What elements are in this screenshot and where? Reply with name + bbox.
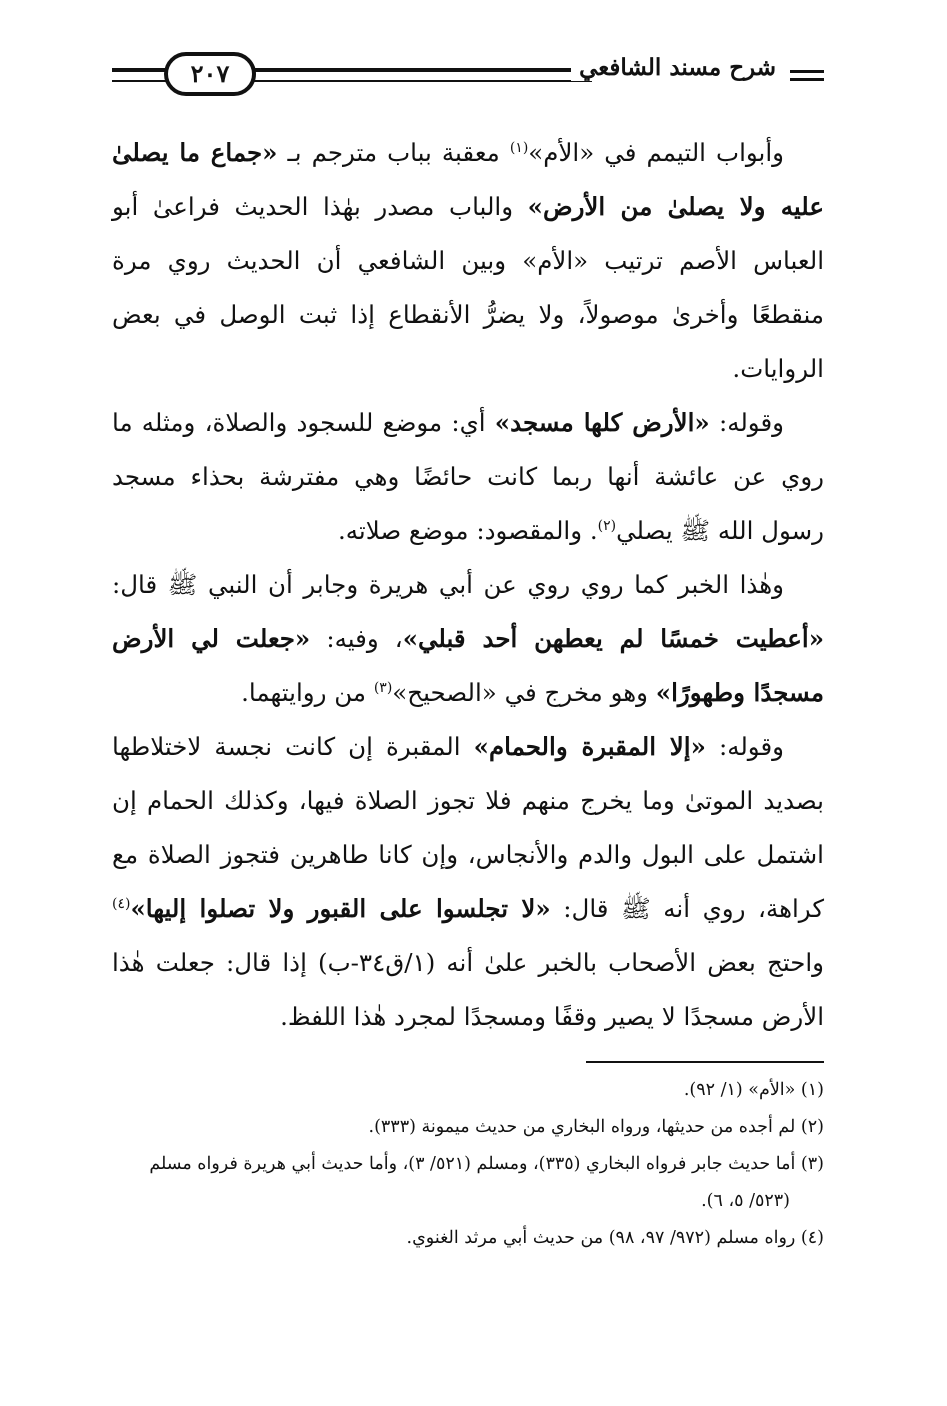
text-span: المقبرة إن كانت نجسة لاختلاطها بصديد الموتىٰ وما يخرج منهم فلا تجوز الصلاة فيها، وكذلك الحمام إن اشتمل على البول والدم والأنجاس، وإن كانا طاهرين فتجوز الصلاة مع كراهة، روي أنه ﷺ قال:	[112, 732, 824, 923]
paragraph-3	[112, 558, 824, 720]
paragraph-2	[112, 396, 824, 558]
footnote-separator	[586, 1061, 824, 1063]
page-number: ٢٠٧	[164, 52, 256, 96]
footnote-ref-3[interactable]: (٣)	[373, 679, 393, 696]
footnote-1: (١) «الأم» (١/ ٩٢).	[683, 1080, 824, 1100]
footnote-ref-1[interactable]: (١)	[509, 139, 529, 156]
footnote-4: (٤) رواه مسلم (٩٧٢/ ٩٧، ٩٨) من حديث أبي مرثد الغنوي.	[406, 1228, 824, 1248]
paragraph-1	[112, 126, 824, 396]
text-span: والباب مصدر بهٰذا الحديث فراعىٰ أبو العباس الأصم ترتيب «الأم» وبين الشافعي أن الحديث روي مرة منقطعًا وأخرىٰ موصولاً، ولا يضرُّ الأنقطاع إذا ثبت الوصل في بعض الروايات.	[112, 192, 824, 383]
text-span: أي: موضع للسجود والصلاة، ومثله ما روي عن عائشة أنها ربما كانت حائضًا وهي مفترشة بحذاء مسجد رسول الله ﷺ يصلي	[112, 408, 824, 545]
text-span: ، وفيه:	[310, 624, 403, 653]
text-span: وهٰذا الخبر كما روي روي عن أبي هريرة وجابر أن النبي ﷺ قال:	[112, 570, 784, 599]
header-rule-left	[112, 68, 172, 82]
footnote-2: (٢) لم أجده من حديثها، ورواه البخاري من حديث ميمونة (٣٣٣).	[368, 1117, 824, 1137]
book-title: شرح مسند الشافعي	[571, 54, 784, 81]
footnote-3: (٣) أما حديث جابر فرواه البخاري (٣٣٥)، ومسلم (٥٢١/ ٣)، وأما حديث أبي هريرة فرواه مسلم (٥٢٣/ ٥، ٦).	[149, 1154, 824, 1211]
bold-quote: «لا تجلسوا على القبور ولا تصلوا إليها»	[130, 894, 551, 923]
footnote-ref-2[interactable]: (٢)	[597, 517, 617, 534]
footnote-ref-4[interactable]: (٤)	[112, 895, 131, 912]
header-rule	[248, 68, 592, 82]
bold-quote: «الأرض كلها مسجد»	[494, 408, 710, 437]
text-span: وقوله:	[709, 408, 784, 437]
text-span: . والمقصود: موضع صلاته.	[337, 516, 598, 545]
footnotes	[112, 1072, 824, 1257]
header-double-dash	[790, 70, 824, 81]
text-span: وأبواب التيمم في «الأم»	[528, 138, 785, 167]
running-header	[112, 48, 824, 104]
bold-quote: «أعطيت خمسًا لم يعطهن أحد قبلي»	[402, 624, 825, 653]
main-text	[112, 126, 824, 1044]
paragraph-4	[112, 720, 824, 1044]
bold-quote: «جماع ما يصلىٰ عليه ولا يصلىٰ من الأرض»	[112, 138, 824, 221]
text-span: واحتج بعض الأصحاب بالخبر علىٰ أنه (١/ق٣٤-ب) إذا قال: جعلت هٰذا الأرض مسجدًا لا يصير وقفًا ومسجدًا لمجرد هٰذا اللفظ.	[112, 948, 825, 1031]
text-span: معقبة بباب مترجم بـ	[277, 138, 510, 167]
bold-quote: «إلا المقبرة والحمام»	[473, 732, 706, 761]
text-span: وهو مخرج في «الصحيح»	[392, 678, 656, 707]
bold-quote: «جعلت لي الأرض مسجدًا وطهورًا»	[112, 624, 824, 707]
text-span: وقوله:	[705, 732, 785, 761]
text-span: من روايتهما.	[241, 678, 374, 707]
